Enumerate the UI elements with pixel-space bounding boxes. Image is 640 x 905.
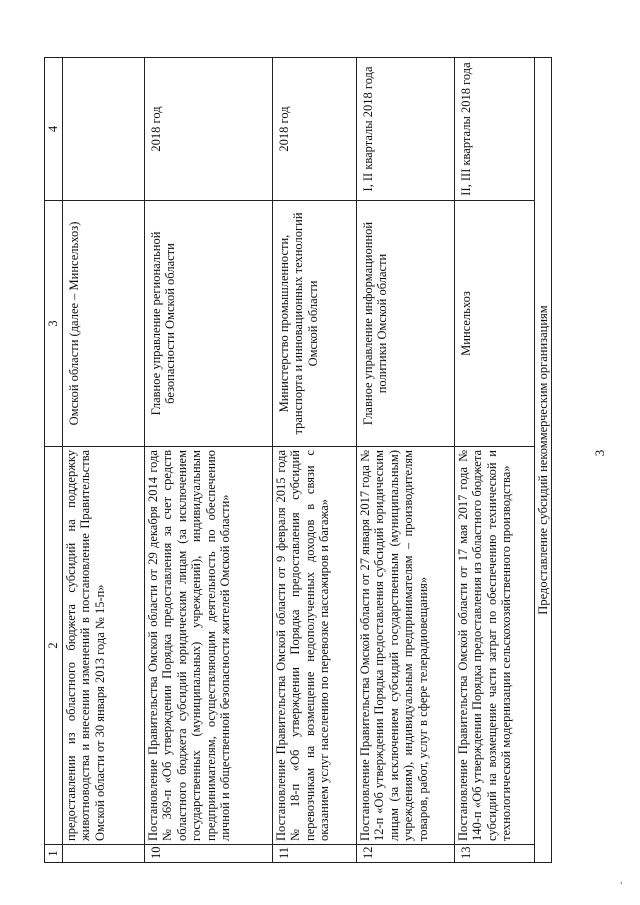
- corner-mark: ·: [614, 881, 628, 885]
- table-row: [356, 58, 454, 863]
- row-description: предоставлении из областного бюджета субсидий на поддержку животноводства и внесении изменений в постановление Правительства Омской области от 30 января 2013 года № 15-п»: [62, 447, 144, 845]
- row-executor: Главное управление региональной безопасности Омской области: [144, 201, 272, 447]
- row-executor: Минсельхоз: [454, 201, 534, 447]
- row-executor: Главное управление информационной политики Омской области: [356, 201, 454, 447]
- row-term: II, III кварталы 2018 года: [454, 58, 534, 201]
- row-description: Постановление Правительства Омской области от 27 января 2017 года № 12-п «Об утверждении Порядка предоставления субсидий юридическим лицам (за исключением субсидий государственным (муниципальным) учреждениям), индивидуальным предпринимателям – производителям товаров, работ, услуг в сфере телерадиовещания»: [356, 447, 454, 845]
- header-col-4: 4: [45, 58, 63, 201]
- table-row: [62, 58, 144, 863]
- page-number: 3: [592, 449, 607, 457]
- header-row: [45, 58, 63, 863]
- table-row: [144, 58, 272, 863]
- row-number: 11: [272, 845, 356, 863]
- row-term: [62, 58, 144, 201]
- row-term: I, II кварталы 2018 года: [356, 58, 454, 201]
- header-col-2: 2: [45, 447, 63, 845]
- header-col-3: 3: [45, 201, 63, 447]
- section-heading: Предоставление субсидий некоммерческим организациям: [534, 58, 552, 863]
- row-description: Постановление Правительства Омской области от 9 февраля 2015 года № 18-п «Об утверждении Порядка предоставления субсидий перевозчикам на возмещение недополученных доходов в связи с оказанием услуг населению по перевозке пассажиров и багажа»: [272, 447, 356, 845]
- measures-table: [44, 57, 552, 863]
- table-row: [454, 58, 534, 863]
- row-number: 10: [144, 845, 272, 863]
- row-number: [62, 845, 144, 863]
- row-description: Постановление Правительства Омской области от 17 мая 2017 года № 140-п «Об утверждении Порядка предоставления из областного бюджета субсидий на возмещение части затрат по обеспечению технической и технологической модернизации сельскохозяйственного производства»: [454, 447, 534, 845]
- row-description: Постановление Правительства Омской области от 29 декабря 2014 года № 369-п «Об утверждении Порядка предоставления за счет средств областного бюджета субсидий юридическим лицам (за исключением государственных (муниципальных) учреждений), индивидуальным предпринимателям, осуществляющим деятельность по обеспечению личной и общественной безопасности жителей Омской области»: [144, 447, 272, 845]
- row-executor: Омской области (далее – Минсельхоз): [62, 201, 144, 447]
- header-col-1: 1: [45, 845, 63, 863]
- table-row: [272, 58, 356, 863]
- row-executor: Министерство промышленности, транспорта и инновационных технологий Омской области: [272, 201, 356, 447]
- section-heading-row: [534, 58, 552, 863]
- row-number: 12: [356, 845, 454, 863]
- row-term: 2018 год: [144, 58, 272, 201]
- row-term: 2018 год: [272, 58, 356, 201]
- row-number: 13: [454, 845, 534, 863]
